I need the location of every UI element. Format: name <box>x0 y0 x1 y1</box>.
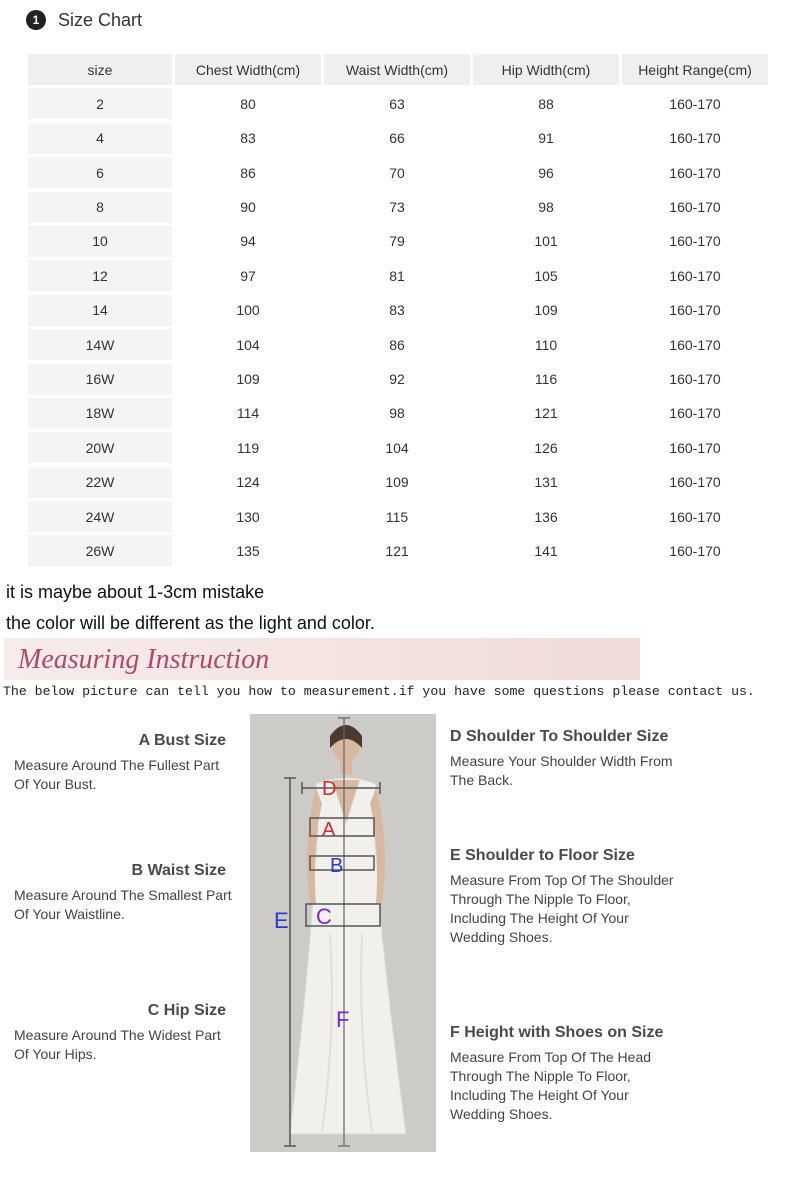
table-row <box>28 467 770 498</box>
note-measurement-mistake: it is maybe about 1-3cm mistake <box>6 582 265 602</box>
value-cell: 81 <box>324 260 470 291</box>
value-cell: 86 <box>175 157 321 188</box>
column-header: Hip Width(cm) <box>473 54 619 85</box>
table-row <box>28 329 770 360</box>
value-cell: 92 <box>324 364 470 395</box>
size-cell: 18W <box>28 398 172 429</box>
dress-figure-svg <box>250 714 436 1152</box>
shoulder-size-desc: Measure Your Shoulder Width From The Back. <box>450 753 673 788</box>
size-cell: 26W <box>28 535 172 566</box>
size-cell: 16W <box>28 364 172 395</box>
diagram-label-d: D <box>322 778 337 800</box>
value-cell: 66 <box>324 123 470 154</box>
value-cell: 160-170 <box>622 295 768 326</box>
value-cell: 114 <box>175 398 321 429</box>
banner-title: Measuring Instruction <box>18 644 270 675</box>
value-cell: 110 <box>473 329 619 360</box>
value-cell: 88 <box>473 88 619 119</box>
value-cell: 136 <box>473 501 619 532</box>
value-cell: 109 <box>324 467 470 498</box>
height-with-shoes-block <box>450 1024 680 1124</box>
table-row <box>28 260 770 291</box>
size-cell: 14 <box>28 295 172 326</box>
value-cell: 160-170 <box>622 157 768 188</box>
height-with-shoes-desc: Measure From Top Of The Head Through The Nipple To Floor, Including The Height Of Your Wedding Shoes. <box>450 1049 652 1122</box>
value-cell: 79 <box>324 226 470 257</box>
value-cell: 98 <box>324 398 470 429</box>
value-cell: 101 <box>473 226 619 257</box>
waist-size-desc: Measure Around The Smallest Part Of Your Waistline. <box>14 887 232 922</box>
value-cell: 73 <box>324 192 470 223</box>
shoulder-size-block <box>450 728 680 790</box>
table-row <box>28 432 770 463</box>
bust-size-title: A Bust Size <box>138 732 226 749</box>
value-cell: 104 <box>324 432 470 463</box>
step-number-badge: 1 <box>26 10 46 30</box>
shoulder-to-floor-title: E Shoulder to Floor Size <box>450 847 635 864</box>
diagram-label-b: B <box>330 855 344 877</box>
table-row <box>28 501 770 532</box>
value-cell: 115 <box>324 501 470 532</box>
value-cell: 109 <box>473 295 619 326</box>
size-chart-header <box>26 6 142 34</box>
size-chart-title: Size Chart <box>58 9 143 30</box>
value-cell: 105 <box>473 260 619 291</box>
note-color-difference: the color will be different as the light and color. <box>6 613 375 633</box>
shoulder-size-title: D Shoulder To Shoulder Size <box>450 728 669 745</box>
table-row <box>28 192 770 223</box>
value-cell: 63 <box>324 88 470 119</box>
value-cell: 121 <box>324 535 470 566</box>
column-header: size <box>28 54 172 85</box>
value-cell: 160-170 <box>622 501 768 532</box>
value-cell: 96 <box>473 157 619 188</box>
value-cell: 98 <box>473 192 619 223</box>
value-cell: 80 <box>175 88 321 119</box>
size-cell: 12 <box>28 260 172 291</box>
value-cell: 83 <box>324 295 470 326</box>
height-with-shoes-title: F Height with Shoes on Size <box>450 1024 664 1041</box>
size-cell: 8 <box>28 192 172 223</box>
value-cell: 160-170 <box>622 192 768 223</box>
hip-size-block <box>14 1002 234 1064</box>
table-header-row <box>28 54 770 85</box>
table-row <box>28 226 770 257</box>
diagram-label-c: C <box>316 904 332 929</box>
value-cell: 109 <box>175 364 321 395</box>
value-cell: 86 <box>324 329 470 360</box>
value-cell: 100 <box>175 295 321 326</box>
value-cell: 160-170 <box>622 364 768 395</box>
bust-size-desc: Measure Around The Fullest Part Of Your Bust. <box>14 757 220 792</box>
table-row <box>28 398 770 429</box>
value-cell: 124 <box>175 467 321 498</box>
table-row <box>28 535 770 566</box>
size-cell: 24W <box>28 501 172 532</box>
size-cell: 20W <box>28 432 172 463</box>
value-cell: 131 <box>473 467 619 498</box>
value-cell: 160-170 <box>622 467 768 498</box>
measuring-instruction-banner <box>4 638 640 680</box>
diagram-label-a: A <box>322 819 336 841</box>
value-cell: 160-170 <box>622 535 768 566</box>
hip-size-desc: Measure Around The Widest Part Of Your Hips. <box>14 1027 221 1062</box>
size-cell: 4 <box>28 123 172 154</box>
value-cell: 116 <box>473 364 619 395</box>
table-row <box>28 295 770 326</box>
hip-size-title: C Hip Size <box>147 1002 226 1019</box>
column-header: Chest Width(cm) <box>175 54 321 85</box>
size-cell: 6 <box>28 157 172 188</box>
table-row <box>28 123 770 154</box>
table-row <box>28 364 770 395</box>
shoulder-to-floor-block <box>450 847 680 947</box>
value-cell: 160-170 <box>622 432 768 463</box>
size-cell: 2 <box>28 88 172 119</box>
value-cell: 160-170 <box>622 226 768 257</box>
waist-size-block <box>14 862 234 924</box>
value-cell: 70 <box>324 157 470 188</box>
column-header: Height Range(cm) <box>622 54 768 85</box>
value-cell: 135 <box>175 535 321 566</box>
value-cell: 97 <box>175 260 321 291</box>
value-cell: 90 <box>175 192 321 223</box>
diagram-label-e: E <box>274 908 289 933</box>
value-cell: 83 <box>175 123 321 154</box>
dress-measurement-diagram <box>250 714 436 1152</box>
value-cell: 104 <box>175 329 321 360</box>
value-cell: 160-170 <box>622 398 768 429</box>
value-cell: 119 <box>175 432 321 463</box>
size-chart-table <box>28 54 770 570</box>
intro-text: The below picture can tell you how to measurement.if you have some questions please contact us. <box>3 684 755 699</box>
value-cell: 121 <box>473 398 619 429</box>
size-cell: 22W <box>28 467 172 498</box>
diagram-label-f: F <box>336 1007 350 1032</box>
table-row <box>28 157 770 188</box>
size-cell: 10 <box>28 226 172 257</box>
value-cell: 160-170 <box>622 88 768 119</box>
table-row <box>28 88 770 119</box>
value-cell: 126 <box>473 432 619 463</box>
value-cell: 160-170 <box>622 329 768 360</box>
value-cell: 160-170 <box>622 260 768 291</box>
size-cell: 14W <box>28 329 172 360</box>
value-cell: 91 <box>473 123 619 154</box>
waist-size-title: B Waist Size <box>131 862 226 879</box>
bust-size-block <box>14 732 234 794</box>
value-cell: 130 <box>175 501 321 532</box>
column-header: Waist Width(cm) <box>324 54 470 85</box>
value-cell: 94 <box>175 226 321 257</box>
value-cell: 141 <box>473 535 619 566</box>
value-cell: 160-170 <box>622 123 768 154</box>
shoulder-to-floor-desc: Measure From Top Of The Shoulder Through The Nipple To Floor, Including The Height Of Your Wedding Shoes. <box>450 872 674 945</box>
